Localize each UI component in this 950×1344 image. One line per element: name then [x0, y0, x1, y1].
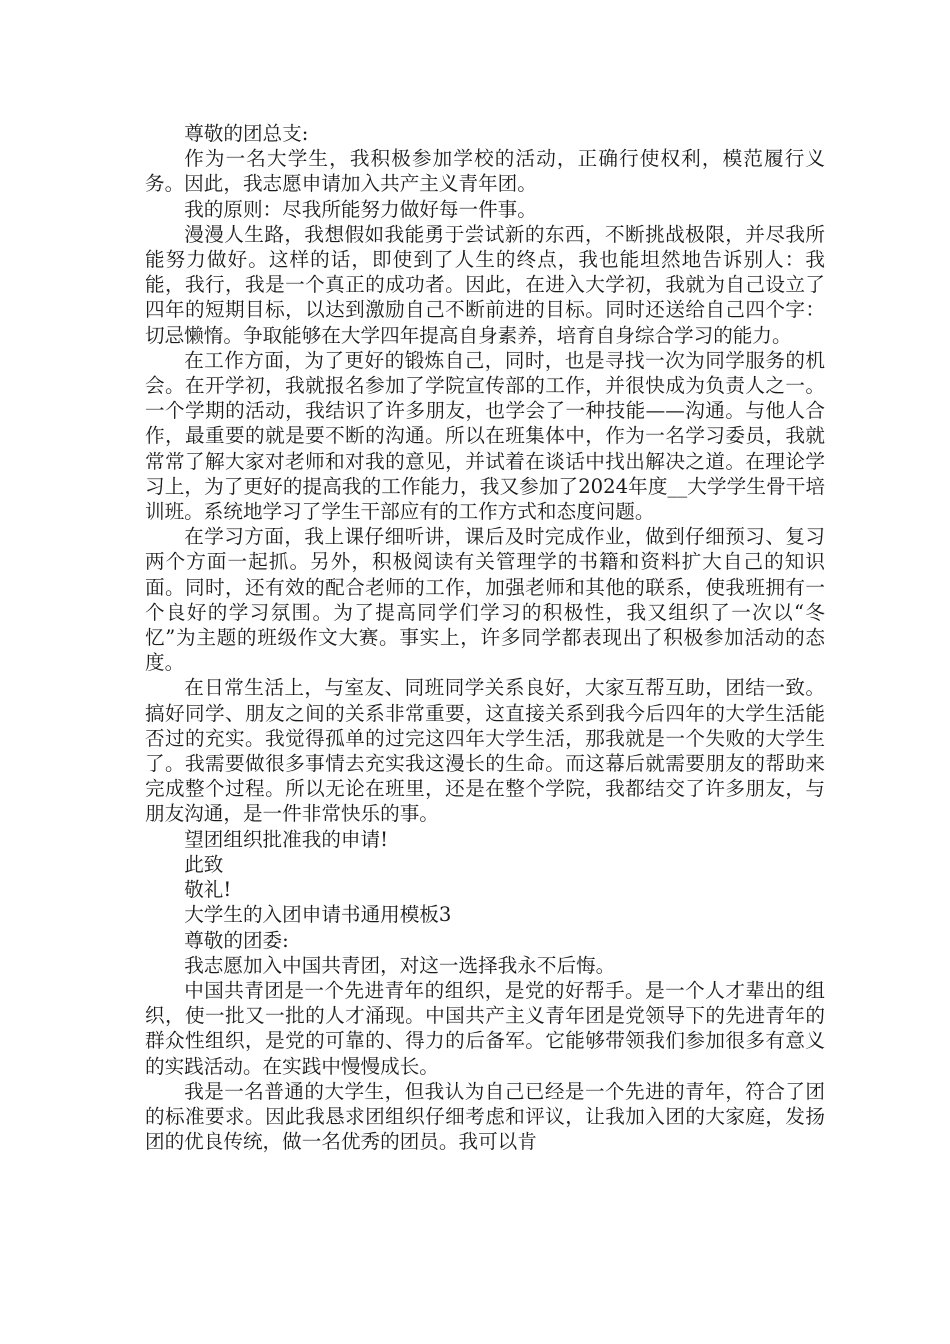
paragraph: 漫漫人生路，我想假如我能勇于尝试新的东西，不断挑战极限，并尽我所能努力做好。这样的话，即使到了人生的终点，我也能坦然地告诉别人：我能，我行，我是一个真正的成功者。因此，在进入大学初，我就为自己设立了四年的短期目标，以达到激励自己不断前进的目标。同时还送给自己四个字：切忌懒惰。争取能够在大学四年提高自身素养，培育自身综合学习的能力。 [145, 222, 825, 347]
document-page [145, 121, 825, 1154]
salutation: 尊敬的团委: [184, 928, 289, 952]
paragraph: 在学习方面，我上课仔细听讲，课后及时完成作业，做到仔细预习、复习两个方面一起抓。另外，积极阅读有关管理学的书籍和资料扩大自己的知识面。同时，还有效的配合老师的工作，加强老师和其他的联系，使我班拥有一个良好的学习氛围。为了提高同学们学习的积极性，我又组织了一次以“冬忆”为主题的班级作文大赛。事实上，许多同学都表现出了积极参加活动的态度。 [145, 525, 825, 675]
paragraph: 作为一名大学生，我积极参加学校的活动，正确行使权利，模范履行义务。因此，我志愿申请加入共产主义青年团。 [145, 147, 825, 196]
salutation: 尊敬的团总支: [184, 122, 309, 145]
paragraph: 在日常生活上，与室友、同班同学关系良好，大家互帮互助，团结一致。搞好同学、朋友之间的关系非常重要，这直接关系到我今后四年的大学生活能否过的充实。我觉得孤单的过完这四年大学生活，那我就是一个失败的大学生了。我需要做很多事情去充实我这漫长的生命。而这幕后就需要朋友的帮助来完成整个过程。所以无论在班里，还是在整个学院，我都结交了许多朋友，与朋友沟通，是一件非常快乐的事。 [145, 676, 825, 826]
paragraph: 中国共青团是一个先进青年的组织，是党的好帮手。是一个人才辈出的组织，使一批又一批的人才涌现。中国共产主义青年团是党领导下的先进青年的群众性组织，是党的可靠的、得力的后备军。它能够带领我们参加很多有意义的实践活动。在实践中慢慢成长。 [145, 978, 825, 1078]
paragraph: 我的原则：尽我所能努力做好每一件事。 [184, 197, 537, 221]
paragraph: 在工作方面，为了更好的锻炼自己，同时，也是寻找一次为同学服务的机会。在开学初，我就报名参加了学院宣传部的工作，并很快成为负责人之一。一个学期的活动，我结识了许多朋友，也学会了一种技能——沟通。与他人合作，最重要的就是要不断的沟通。所以在班集体中，作为一名学习委员，我就常常了解大家对老师和对我的意见，并试着在谈话中找出解决之道。在理论学习上，为了更好的提高我的工作能力，我又参加了2024年度__大学学生骨干培训班。系统地学习了学生干部应有的工作方式和态度问题。 [145, 348, 825, 524]
closing-line: 望团组织批准我的申请! [184, 827, 388, 851]
paragraph: 我志愿加入中国共青团，对这一选择我永不后悔。 [184, 953, 616, 977]
closing-line: 此致 [184, 852, 224, 876]
section-title: 大学生的入团申请书通用模板3 [184, 903, 452, 927]
paragraph: 我是一名普通的大学生，但我认为自己已经是一个先进的青年，符合了团的标准要求。因此我恳求团组织仔细考虑和评议，让我加入团的大家庭，发扬团的优良传统，做一名优秀的团员。我可以肯 [145, 1079, 825, 1154]
closing-line: 敬礼! [184, 878, 232, 902]
